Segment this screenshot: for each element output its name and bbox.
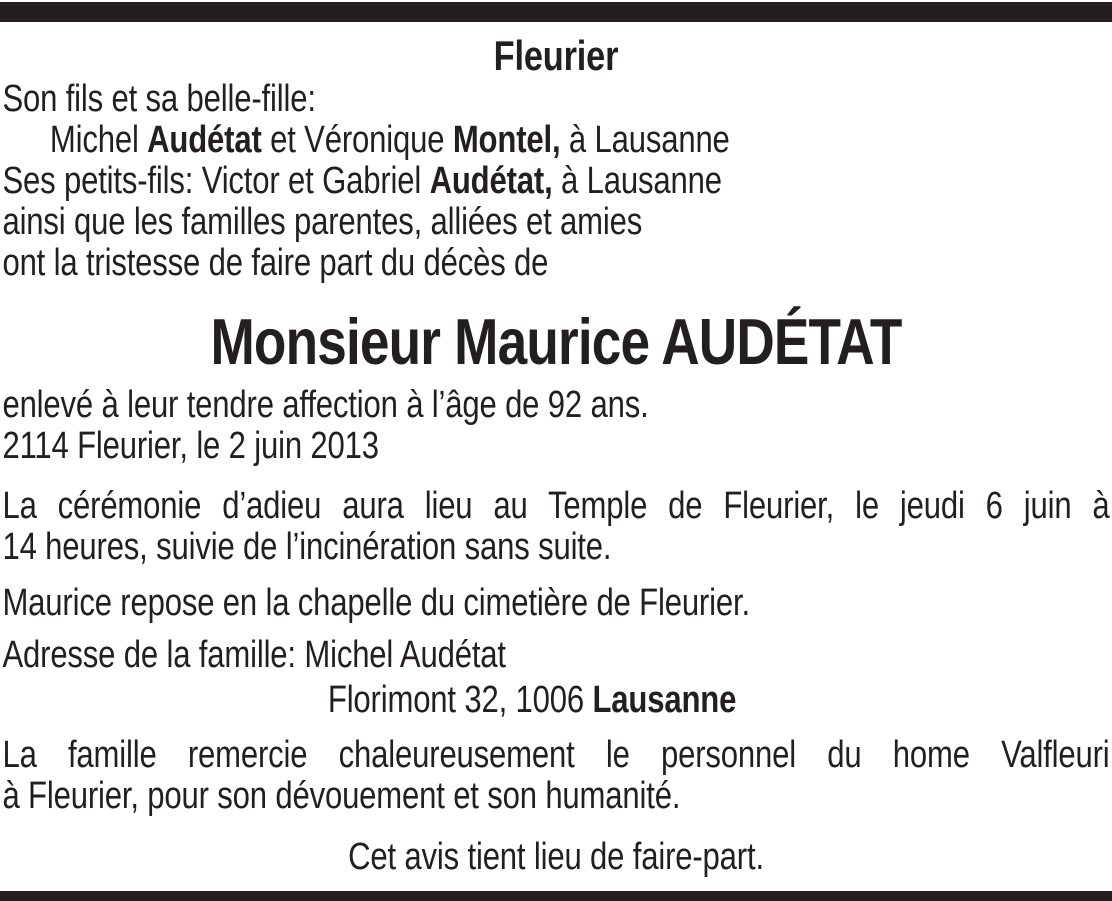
son-surname: Audétat	[147, 119, 262, 161]
grandsons-location: à Lausanne	[552, 160, 722, 202]
grandsons-surname: Audétat,	[429, 160, 553, 202]
grandsons-prefix: Ses petits-fils: Victor et Gabriel	[2, 160, 430, 202]
intro-line-1-text: Son fils et sa belle-fille:	[2, 78, 316, 120]
intro-line-announcement	[2, 243, 1109, 284]
address-city: Lausanne	[592, 679, 737, 721]
closing-line: Cet avis tient lieu de faire-part.	[348, 836, 764, 878]
intro-block	[2, 79, 1109, 284]
son-name-prefix: Michel	[49, 119, 148, 161]
intro-line-relatives	[2, 79, 1109, 120]
deceased-name-title: Monsieur Maurice AUDÉTAT	[210, 305, 902, 378]
thanks-line-2: à Fleurier, pour son dévouement et son humanité.	[2, 775, 681, 817]
address-street: Florimont 32, 1006	[327, 679, 593, 721]
bottom-rule	[0, 891, 1112, 901]
thanks-line-1: La famille remercie chaleureusement le personnel du home Valfleuri	[2, 734, 1110, 776]
repose-line: Maurice repose en la chapelle du cimetière de Fleurier.	[2, 582, 750, 624]
ceremony-paragraph	[2, 486, 1109, 568]
passing-date-line: 2114 Fleurier, le 2 juin 2013	[2, 425, 379, 467]
ceremony-line-2: 14 heures, suivie de l’incinération sans suite.	[2, 526, 612, 568]
intro-line-son	[2, 120, 1109, 161]
intro-line-5-text: ont la tristesse de faire part du décès de	[2, 242, 549, 284]
daughter-in-law-prefix: et Véronique	[261, 119, 453, 161]
ceremony-line-1: La cérémonie d’adieu aura lieu au Temple de Fleurier, le jeudi 6 juin à	[2, 485, 1110, 527]
intro-line-grandsons	[2, 161, 1109, 202]
place-header: Fleurier	[493, 32, 619, 79]
son-location: à Lausanne	[560, 119, 730, 161]
daughter-in-law-surname: Montel,	[452, 119, 561, 161]
passing-block	[2, 385, 1109, 467]
intro-line-4-text: ainsi que les familles parentes, alliées et amies	[2, 201, 643, 243]
passing-age-line: enlevé à leur tendre affection à l’âge de 92 ans.	[2, 384, 649, 426]
thanks-paragraph	[2, 735, 1109, 817]
family-address-street-line	[2, 680, 1112, 721]
family-address-line: Adresse de la famille: Michel Audétat	[2, 634, 506, 676]
intro-line-families	[2, 202, 1109, 243]
